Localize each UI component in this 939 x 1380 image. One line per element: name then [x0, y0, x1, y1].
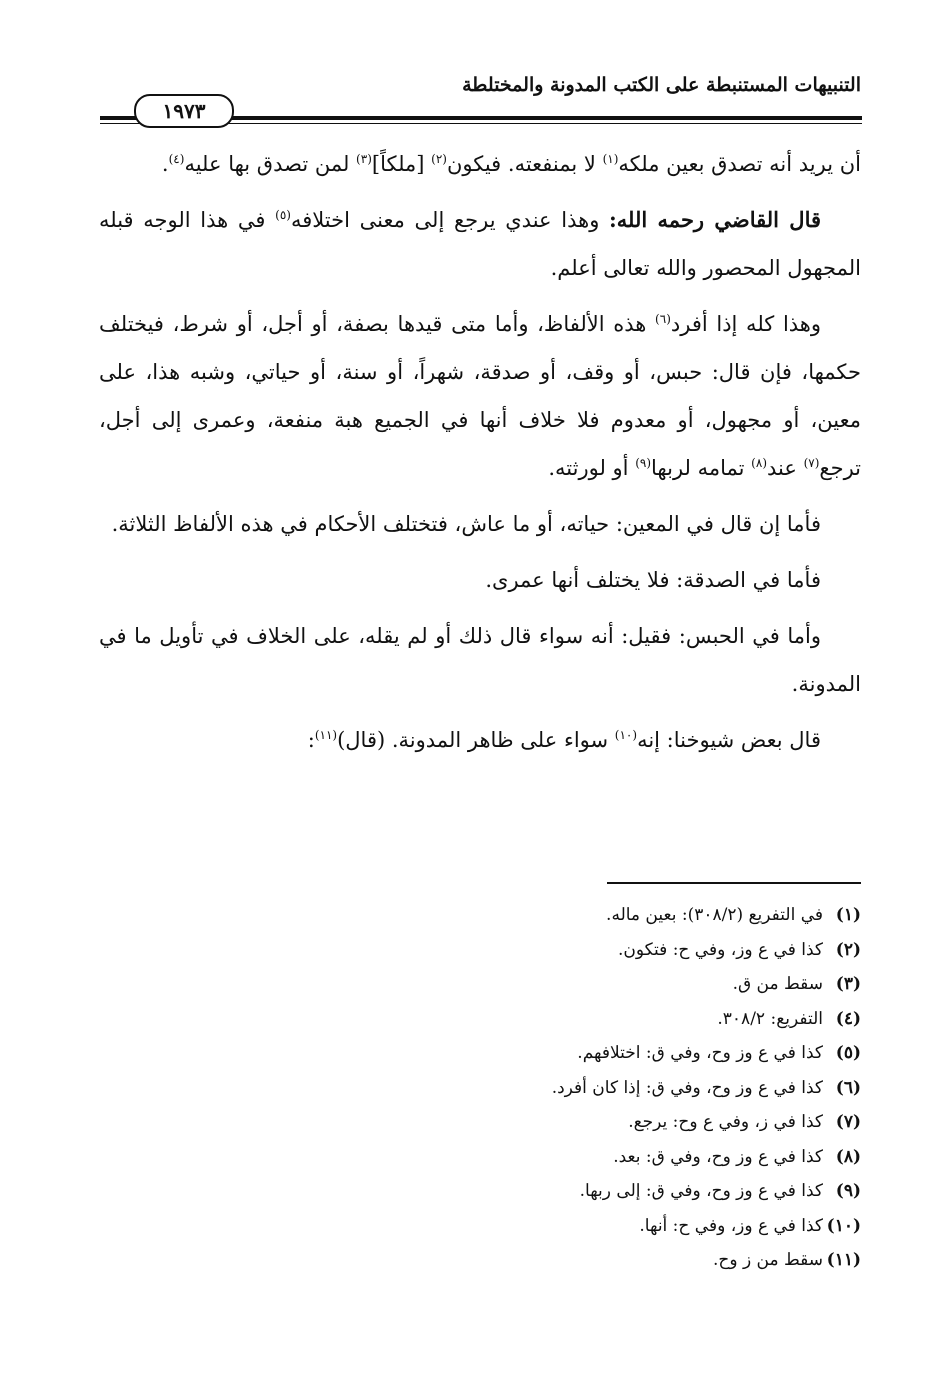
text-segment: لمن تصدق بها عليه — [184, 152, 357, 176]
footnote-number: (٤) — [835, 1008, 861, 1029]
text-segment: : — [307, 728, 315, 752]
footnote-item — [99, 1036, 861, 1071]
footnote-item — [99, 1243, 861, 1278]
footnote-marker: (٤) — [168, 152, 185, 166]
footnote-text: في التفريع (٣٠٨/٢): بعين ماله. — [606, 905, 823, 925]
footnote-text: كذا في ع وز وح، وفي ق: إلى ربها. — [579, 1181, 823, 1201]
paragraph — [99, 716, 861, 764]
footnote-text: سقط من ز وح. — [712, 1250, 823, 1270]
footnote-separator — [607, 882, 861, 884]
footnote-marker: (٢) — [431, 152, 447, 166]
footnote-marker: (٩) — [635, 456, 652, 470]
paragraph — [99, 612, 861, 708]
footnote-number: (٢) — [835, 939, 861, 960]
text-segment: عند — [767, 456, 804, 480]
footnote-item — [99, 1002, 861, 1037]
page-number-badge: ١٩٧٣ — [134, 94, 234, 128]
footnote-item — [99, 1140, 861, 1175]
main-text — [99, 140, 861, 772]
footnote-marker: (١) — [602, 152, 619, 166]
paragraph — [99, 300, 861, 492]
footnote-number: (١١) — [826, 1250, 861, 1270]
footnote-item — [99, 1209, 861, 1244]
text-segment: سواء على ظاهر المدونة. (قال) — [337, 728, 615, 752]
footnote-marker: (١١) — [314, 728, 338, 742]
footnote-item — [99, 1174, 861, 1209]
footnote-number: (٥) — [835, 1043, 861, 1063]
text-segment: أن يريد أنه تصدق بعين ملكه — [618, 152, 861, 176]
text-segment: [ملكاً] — [371, 152, 432, 176]
footnote-number: (٣) — [835, 974, 861, 994]
footnote-text: كذا في ع وز، وفي ح: أنها. — [639, 1215, 823, 1236]
footnote-text: كذا في ع وز وح، وفي ق: بعد. — [613, 1146, 823, 1167]
paragraph — [99, 196, 861, 292]
footnote-item — [99, 1071, 861, 1106]
footnote-number: (٧) — [835, 1112, 861, 1132]
footnote-item — [99, 898, 861, 933]
text-segment: فأما إن قال في المعين: حياته، أو ما عاش، فتختلف الأحكام في هذه الألفاظ الثلاثة. — [111, 512, 821, 536]
footnote-item — [99, 967, 861, 1002]
text-segment: فأما في الصدقة: فلا يختلف أنها عمرى. — [485, 568, 821, 592]
text-segment: وهذا كله إذا أفرد — [670, 312, 822, 336]
footnote-marker: (٥) — [275, 208, 291, 222]
paragraph — [99, 556, 861, 604]
footnote-item — [99, 933, 861, 968]
text-segment: وهذا عندي يرجع إلى معنى اختلافه — [290, 208, 610, 232]
footnote-text: كذا في ع وز وح، وفي ق: اختلافهم. — [577, 1043, 823, 1063]
footnote-text: كذا في ع وز وح، وفي ق: إذا كان أفرد. — [551, 1077, 823, 1098]
footnote-item — [99, 1105, 861, 1140]
text-segment: تمامه لربها — [651, 456, 752, 480]
paragraph — [99, 140, 861, 188]
footnote-number: (٨) — [835, 1146, 861, 1167]
text-segment: . — [161, 152, 169, 176]
footnote-number: (١٠) — [826, 1215, 861, 1236]
running-title: التنبيهات المستنبطة على الكتب المدونة والمختلطة — [462, 74, 861, 96]
footnote-number: (٩) — [835, 1181, 861, 1201]
text-segment: لا بمنفعته. فيكون — [446, 152, 603, 176]
footnote-marker: (٣) — [356, 152, 372, 166]
footnote-text: كذا في ز، وفي ع وح: يرجع. — [628, 1112, 823, 1132]
text-segment: هذه الألفاظ، وأما متى قيدها بصفة، أو أجل، أو شرط، فيختلف حكمها، فإن قال: حبس، أو وقف، أو صدقة، شهراً، أو سنة، أو حياتي، وشبه هذا، على معين، أو مجهول، أو معدوم فلا خلاف أنها في الجميع هبة منفعة، وعمرى إلى أجل، ترجع — [99, 312, 861, 480]
footnote-marker: (٦) — [655, 312, 671, 326]
footnote-marker: (٨) — [751, 456, 767, 470]
footnote-number: (١) — [835, 905, 861, 925]
footnote-number: (٦) — [835, 1077, 861, 1098]
footnotes — [99, 898, 861, 1278]
paragraph — [99, 500, 861, 548]
text-segment: قال بعض شيوخنا: إنه — [637, 728, 821, 752]
text-segment: أو لورثته. — [548, 456, 636, 480]
text-segment: وأما في الحبس: فقيل: أنه سواء قال ذلك أو لم يقله، على الخلاف في تأويل ما في المدونة. — [99, 624, 861, 696]
footnote-marker: (١٠) — [614, 728, 638, 742]
footnote-marker: (٧) — [803, 456, 820, 470]
footnote-text: التفريع: ٣٠٨/٢. — [717, 1008, 823, 1029]
footnote-text: سقط من ق. — [732, 974, 823, 994]
footnote-text: كذا في ع وز، وفي ح: فتكون. — [617, 939, 823, 960]
speaker-label: قال القاضي رحمه الله: — [609, 207, 822, 232]
text-segment: في هذا الوجه قبله المجهول المحصور والله تعالى أعلم. — [99, 208, 861, 280]
